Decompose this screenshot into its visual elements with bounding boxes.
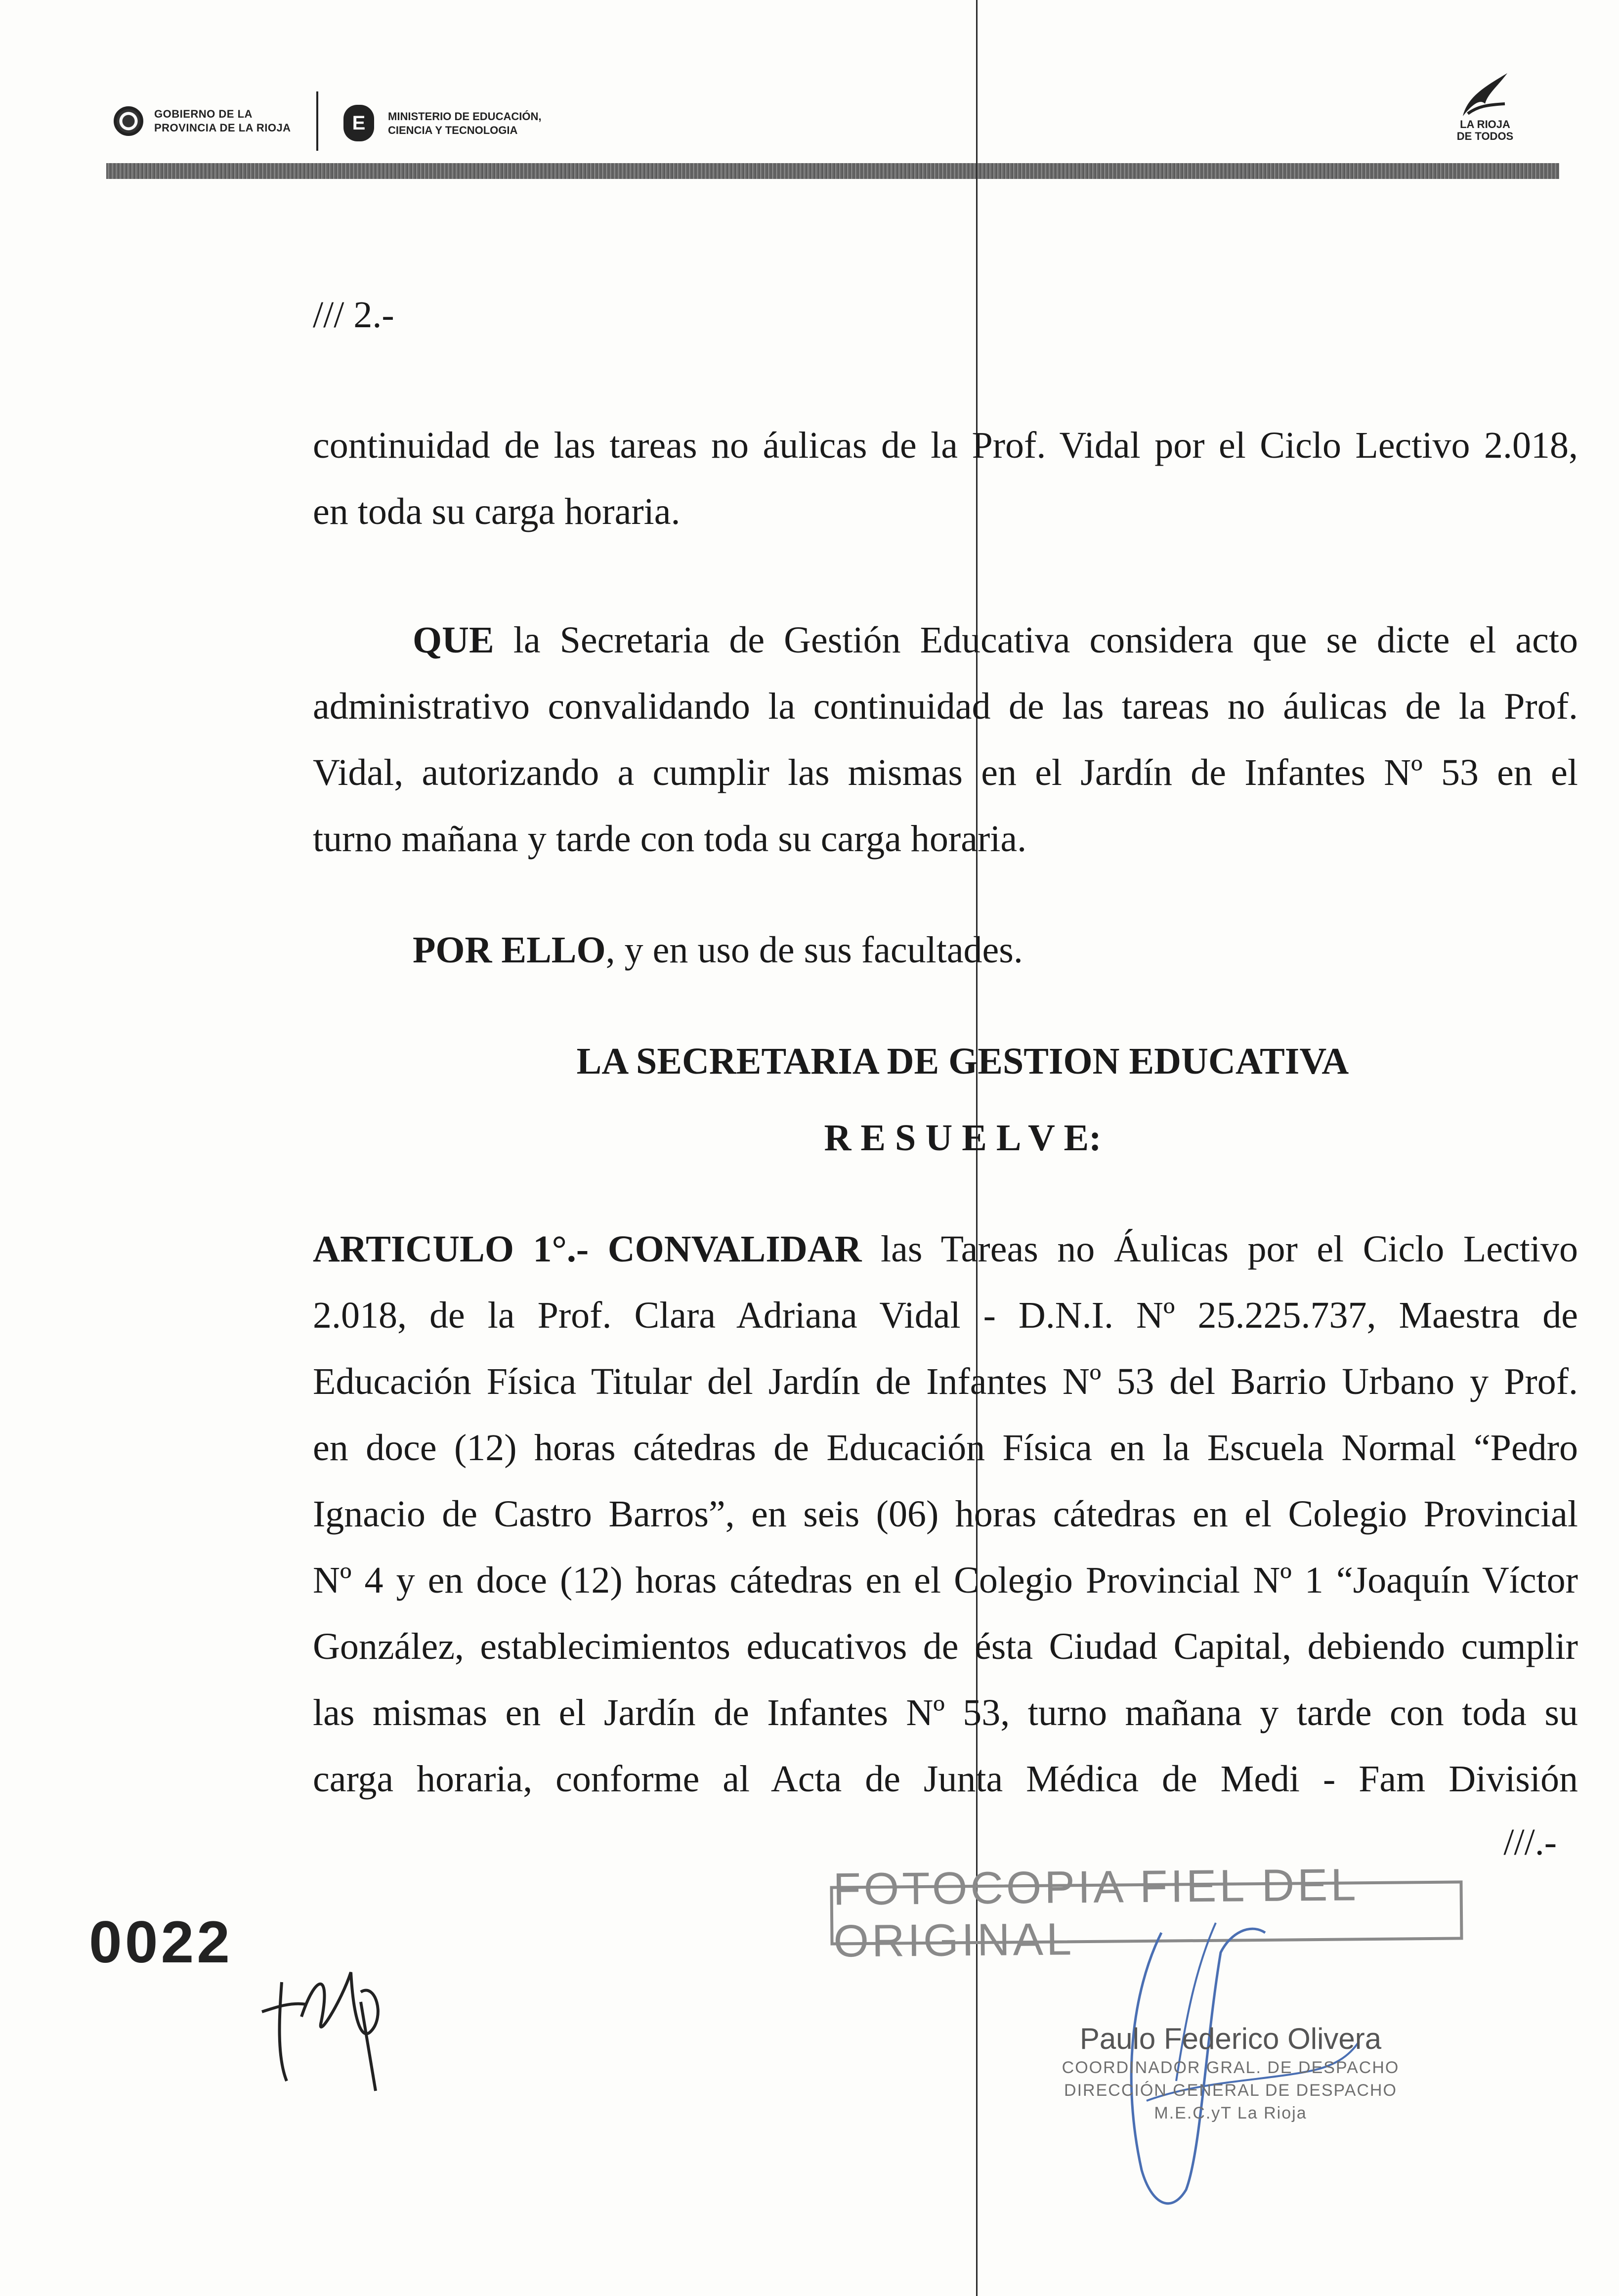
article1-line2: 2.018, de la Prof. Clara Adriana Vidal - D.N.I. Nº 25.225.737, Maestra de (313, 1295, 1578, 1336)
para2-line1-text: la Secretaria de Gestión Educativa considera que se dicte el acto (494, 619, 1578, 661)
signer-name: Paulo Federico Olivera (1079, 2022, 1382, 2055)
header-divider (316, 91, 318, 151)
brand-line2: DE TODOS (1456, 130, 1514, 142)
article1-line3: Educación Física Titular del Jardín de Infantes Nº 53 del Barrio Urbano y Prof. (313, 1361, 1578, 1402)
handwritten-initials (247, 1943, 405, 2101)
brand-logo (1450, 69, 1520, 142)
article1-line8: las mismas en el Jardín de Infantes Nº 53, turno mañana y tarde con toda su (313, 1692, 1578, 1733)
province-seal-icon (114, 106, 143, 136)
article1-line9: carga horaria, conforme al Acta de Junta Médica de Medi - Fam División (313, 1758, 1578, 1800)
para2-line1 (413, 607, 1578, 673)
por-ello-label: POR ELLO (413, 929, 606, 971)
ministry-badge-icon: E (343, 105, 374, 141)
para2-line3: Vidal, autorizando a cumplir las mismas en el Jardín de Infantes Nº 53 en el (313, 752, 1578, 793)
para3 (413, 917, 1578, 983)
article1-line5: Ignacio de Castro Barros”, en seis (06) horas cátedras en el Colegio Provincial (313, 1493, 1578, 1535)
brand-line1: LA RIOJA (1460, 118, 1510, 130)
signer-title2: DIRECCIÓN GENERAL DE DESPACHO (1064, 2081, 1397, 2100)
gov-line1: GOBIERNO DE LA (154, 108, 253, 120)
para1-line2: en toda su carga horaria. (313, 491, 681, 532)
gov-line2: PROVINCIA DE LA RIOJA (154, 122, 291, 134)
para2-line2: administrativo convalidando la continuidad de las tareas no áulicas de la Prof. (313, 686, 1578, 727)
gov-name (154, 107, 291, 135)
header-bar (106, 163, 1559, 179)
ministry-name (388, 110, 541, 137)
ministry-line1: MINISTERIO DE EDUCACIÓN, (388, 110, 542, 123)
signer-title1: COORDINADOR GRAL. DE DESPACHO (1062, 2058, 1400, 2077)
page-number: 0022 (89, 1909, 233, 1975)
para1-line1: continuidad de las tareas no áulicas de la Prof. Vidal por el Ciclo Lectivo 2.018, (313, 425, 1578, 466)
article1-line4: en doce (12) horas cátedras de Educación Física en la Escuela Normal “Pedro (313, 1427, 1578, 1469)
signer-title3: M.E.C.yT La Rioja (1154, 2104, 1307, 2123)
gov-logo (114, 106, 291, 136)
certified-copy-stamp: FOTOCOPIA FIEL DEL ORIGINAL (830, 1880, 1463, 1945)
heading-resuelve: R E S U E L V E: (824, 1117, 1102, 1159)
ministry-line2: CIENCIA Y TECNOLOGIA (388, 124, 518, 136)
article1-label: ARTICULO 1°.- CONVALIDAR (313, 1228, 862, 1270)
signature-block (1058, 2022, 1404, 2124)
para2-line4: turno mañana y tarde con toda su carga horaria. (313, 818, 1027, 860)
article1-line1-text: las Tareas no Áulicas por el Ciclo Lectivo (861, 1228, 1578, 1270)
brand-swoosh-icon (1458, 69, 1512, 119)
heading-secretaria: LA SECRETARIA DE GESTION EDUCATIVA (576, 1040, 1349, 1082)
article1-line6: Nº 4 y en doce (12) horas cátedras en el Colegio Provincial Nº 1 “Joaquín Víctor (313, 1560, 1578, 1601)
continues-marker: ///.- (1503, 1821, 1557, 1863)
article1-line7: González, establecimientos educativos de ésta Ciudad Capital, debiendo cumplir (313, 1626, 1578, 1667)
que-label: QUE (413, 619, 494, 661)
page-marker: /// 2.- (313, 294, 394, 336)
para3-text: , y en uso de sus facultades. (605, 929, 1023, 971)
article1-line1 (313, 1216, 1578, 1282)
